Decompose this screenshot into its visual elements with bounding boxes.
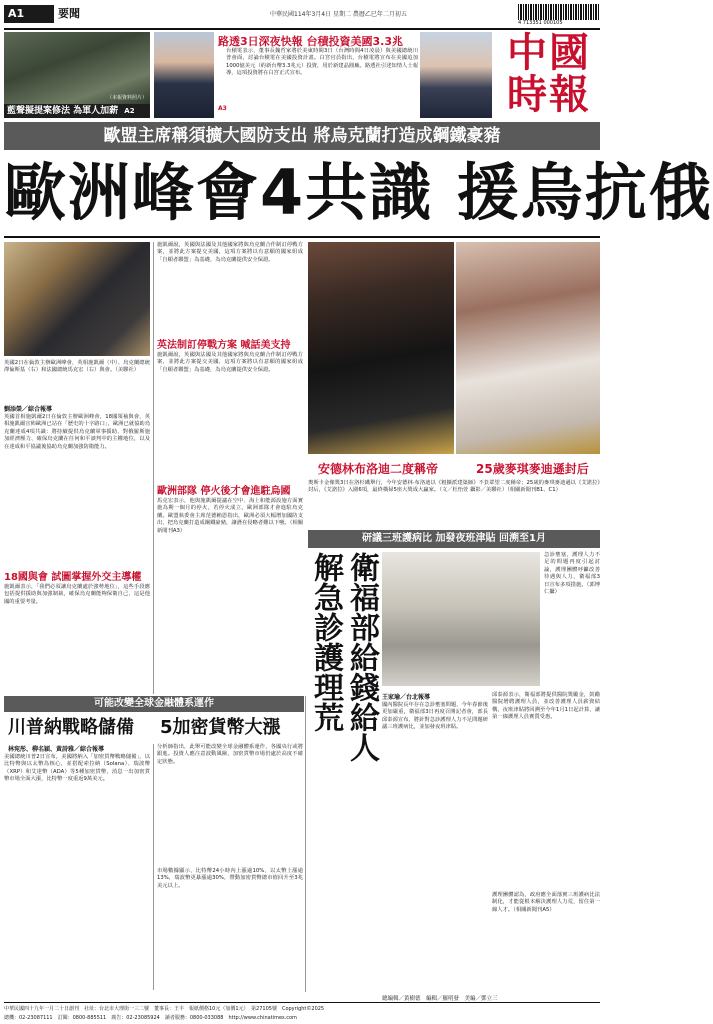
- soldiers-photo: [4, 32, 150, 104]
- main-body-1: 英國首相施凱爾2日在倫敦主辦歐洲峰會，18國領袖與會，英相施凱爾宣佈歐洲已站在「歷史的十字路口」，歐洲已就協助烏克蘭達成4項共識：將持續提供烏克蘭軍事援助、對俄羅斯施加經濟壓力、確保烏克蘭在任何和平談判中的主權地位，以及在達成和平協議後協助烏克蘭加強防衛能力。: [4, 414, 150, 450]
- main-subhead-2: 英法制訂停戰方案 喊話美支持: [157, 340, 291, 351]
- clinic-byline: 王家瑜／台北報導: [382, 694, 431, 701]
- crypto-kicker: 可能改變全球金融體系運作: [94, 698, 214, 709]
- crypto-byline: 林宛彤、柳名穎、黃詩雅／綜合報導: [8, 746, 105, 753]
- crypto-body-3: 市場數據顯示，比特幣24小時內上漲逾10%，以太幣上漲逾13%，瑞波幣更暴漲逾30%，帶動加密貨幣總市值回升至3兆美元以上。: [157, 868, 303, 889]
- logo: [498, 29, 600, 118]
- barcode: [518, 4, 600, 20]
- main-body-3: 施凱爾說，英國與法國及其他國家將與烏克蘭合作制訂停戰方案，並將此方案提交美國，這項方案將以有意願的國家組成「自願者聯盟」為基礎，為烏克蘭提供安全保證。: [157, 352, 303, 373]
- page-number: A1: [8, 7, 25, 20]
- right-section-divider: [305, 696, 306, 992]
- oscar-headline-left[interactable]: 安德林布洛迪二度稱帝: [318, 462, 439, 476]
- main-kicker: 歐盟主席稱須擴大國防支出 將烏克蘭打造成鋼鐵豪豬: [103, 126, 501, 146]
- main-body-3-intro: 施凱爾說，英國與法國及其他國家將與烏克蘭合作制訂停戰方案，並將此方案提交美國，這項方案將以有意願的國家組成「自願者聯盟」為基礎，為烏克蘭提供安全保證。: [157, 242, 303, 263]
- oscar-headline-right[interactable]: 25歲麥琪麥迪遜封后: [476, 462, 589, 476]
- footer-line-1: 中華民國四十九年一月二十日創刊 社址：台北市大理街一三二號 董事長：王丰 報紙價格10元（加價1元） 第27105號 Copyright©2025: [4, 1006, 325, 1012]
- page-tag: [4, 5, 54, 23]
- crypto-headline-left[interactable]: 川普納戰略儲備: [8, 717, 134, 738]
- masthead: [0, 0, 604, 28]
- main-byline: 劉添榮／綜合報導: [4, 406, 53, 413]
- summit-photo: [4, 242, 150, 356]
- main-body-2: 施凱爾表示，「我們必須讓烏克蘭處於強勢地位」，這些手段應包括提供援助與加強制裁，確保烏克蘭能夠保衛自己，這是他國的重要考量。: [4, 584, 150, 605]
- trump-photo: [154, 32, 214, 118]
- clinic-kicker-band: [308, 530, 600, 548]
- clinic-kicker: 研議三班護病比 加發夜班津貼 回溯至1月: [362, 533, 546, 544]
- oscar-photo-left: [308, 242, 454, 454]
- main-subhead-3: 歐洲部隊 停火後才會進駐烏國: [157, 486, 291, 497]
- footer-line-2: 總機：02-23087111 訂閱：0800-885511 廣告：02-23085924 讀者服務：0800-033088 http://www.chinatimes.com: [4, 1015, 297, 1021]
- crypto-kicker-band: [4, 696, 304, 712]
- oscar-body: 奧斯卡金像獎3日在洛杉磯舉行，今年安德林·布洛迪以《粗獷派建築師》不負眾望二度稱帝；25歲的麥琪麥迪遜以《艾諾拉》封后，《艾諾拉》入圍6項，最終橫掃5座大獎成大贏家。（文／杜怡萱 攝影／美聯社）（相關新聞刊B1、C1）: [308, 480, 600, 494]
- clinic-photo-caption: 急診壅塞，護理人力不足的問題再度引起討論，護理團體呼籲改善待遇與人力，衛福部3日宣布多項措施。（郭博仁攝）: [544, 552, 600, 596]
- clinic-body-1: 國內醫院長年存在急診壅塞問題，今年春節後更加嚴重，衛福部3日再度召開記者會，部長邱泰源宣布，將針對急診護理人力不足問題研議三班護病比，並加發夜班津貼。: [382, 702, 488, 731]
- column-divider: [153, 242, 154, 694]
- barcode-number: 4 713351 000105: [518, 20, 563, 26]
- main-body-4: 馬克宏表示，他與施凱爾提議在空中、海上和能源設施方面實施為期一個月的停火，若停火成立，歐洲部隊才會進駐烏克蘭。歐盟執委會主席范德賴恩指出，歐洲必須大幅增加國防支出，把烏克蘭打造成鋼鐵豪豬，讓潛在侵略者難以下嚥。（相關新聞刊A3）: [157, 498, 303, 534]
- clinic-body-2: 邱泰源表示，衛福部將提供醫院獎勵金，鼓勵醫院增聘護理人員，並改善護理人員薪資結構，夜班津貼將回溯至今年1月1日起計算，讓第一線護理人員實質受惠。: [492, 692, 600, 721]
- footer-rule: [4, 1002, 600, 1003]
- main-headline[interactable]: 歐洲峰會4共識 援烏抗俄: [4, 156, 713, 229]
- logo-text: 中國時報: [507, 29, 591, 118]
- main-subhead-1: 18國與會 試圖掌握外交主導權: [4, 572, 142, 583]
- crypto-column-divider: [153, 744, 154, 990]
- clinic-headline-main-text: 解急診護理荒: [308, 552, 343, 732]
- right-teaser-page-ref: A3: [218, 105, 227, 112]
- right-teaser-headline[interactable]: 路透3日深夜快報 台積投資美國3.3兆: [218, 35, 403, 48]
- section-label: 要聞: [58, 7, 80, 20]
- crypto-body-1: 美國總統川普2日宣布，美國將納入「加密貨幣戰略儲備」，以比特幣與以太幣為核心，並搭配索拉納（Solana）、瑞波幣（XRP）和艾達幣（ADA）等5種加密貨幣，消息一出加密貨幣市場全面大漲，比特幣一度重返9萬美元。: [4, 754, 150, 783]
- left-teaser-page-ref: A2: [124, 107, 135, 115]
- headline-rule: [4, 236, 600, 238]
- editors-line: 總編輯／黃樹德 編輯／羅明發 美編／鄧立三: [382, 996, 498, 1002]
- clinic-headline-second-text: 衛福部給錢給人: [344, 552, 379, 762]
- kicker-band: [4, 122, 600, 150]
- summit-photo-caption: 英國2日在倫敦主辦歐洲峰會，英相施凱爾（中）、烏克蘭總統澤倫斯基（右）和法國總統馬克宏（右）與會。（美聯社）: [4, 360, 150, 374]
- clinic-headline-second[interactable]: [344, 552, 378, 992]
- left-teaser-headline: 藍聲擬提案修法 為軍人加薪: [7, 106, 119, 116]
- date-line: 中華民國114年3月4日 星期二 農曆乙巳年二月初五: [270, 11, 407, 18]
- left-teaser-headline-bar[interactable]: [4, 104, 150, 118]
- hospital-corridor-photo: [382, 552, 540, 686]
- right-teaser-body: 台積電表示，董事長魏哲家將於美東時間3日（台灣時間4日凌晨）與美國總統川普會面，討論台積電在美國投資計畫。白宮官員指出，台積電將宣布在美國追加1000億美元（約新台幣3.3兆元）投資，用於新建晶圓廠。路透社引述知情人士報導，這項投資將在白宮正式宣布。: [226, 48, 418, 77]
- clinic-headline-main[interactable]: [308, 552, 342, 992]
- executive-photo: [420, 32, 492, 118]
- crypto-body-2: 分析師指出，此舉可能改變全球金融體系運作，各國央行或將跟進。投資人應注意波動風險，加密貨幣市場仍處於高度不確定狀態。: [157, 744, 303, 765]
- photo-caption: （本報資料照片）: [106, 95, 147, 101]
- clinic-body-3: 護理團體認為，政府應全面落實三班護病比法制化，才能從根本解決護理人力荒，留住第一線人才。（相關新聞刊A5）: [492, 892, 600, 913]
- oscar-photo-right: [456, 242, 600, 454]
- crypto-headline-right[interactable]: 5加密貨幣大漲: [160, 717, 281, 738]
